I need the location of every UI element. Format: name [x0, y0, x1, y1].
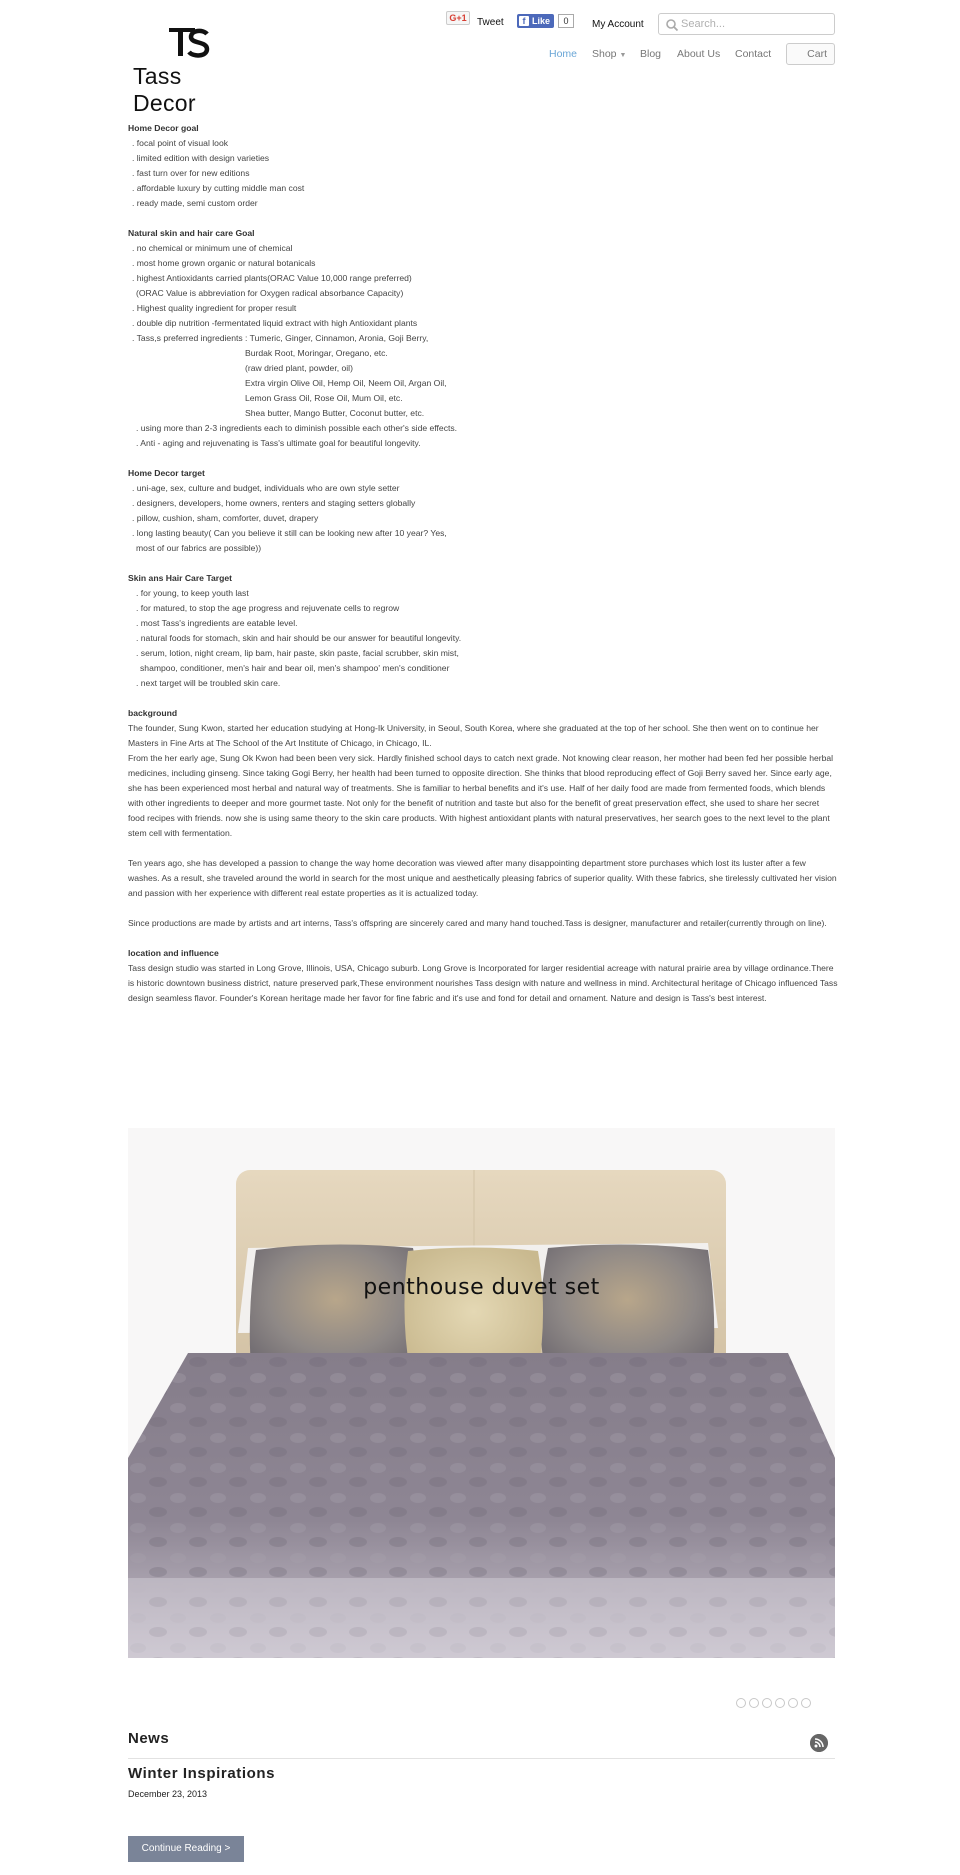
nav-blog[interactable]: Blog — [640, 48, 662, 60]
list-item: . serum, lotion, night cream, lip bam, hair paste, skin paste, facial scrubber, skin mist, — [136, 648, 459, 658]
cart-button[interactable]: Cart — [786, 43, 835, 65]
list-item: . most home grown organic or natural botanicals — [132, 258, 316, 268]
list-item: . designers, developers, home owners, renters and staging setters globally — [132, 498, 416, 508]
list-item: (raw dried plant, powder, oil) — [245, 363, 353, 373]
list-item: most of our fabrics are possible)) — [136, 543, 262, 553]
gplus-button[interactable]: G+1 — [446, 11, 470, 25]
list-item: Lemon Grass Oil, Rose Oil, Mum Oil, etc. — [245, 393, 403, 403]
continue-reading-button[interactable]: Continue Reading > — [128, 1836, 244, 1862]
list-item: . most Tass's ingredients are eatable level. — [136, 618, 298, 628]
slide-dot[interactable] — [788, 1698, 798, 1708]
list-item: . Tass,s preferred ingredients : Tumeric, Ginger, Cinnamon, Aronia, Goji Berry, — [132, 333, 429, 343]
section-heading: location and influence — [128, 948, 219, 958]
news-heading: News — [128, 1730, 170, 1747]
nav-shop[interactable] — [592, 48, 626, 60]
nav-contact[interactable]: Contact — [735, 48, 772, 60]
about-content — [128, 121, 838, 1006]
section-heading: background — [128, 708, 178, 718]
list-item: . ready made, semi custom order — [132, 198, 258, 208]
slide-dot[interactable] — [762, 1698, 772, 1708]
list-item: . double dip nutrition -fermentated liquid extract with high Antioxidant plants — [132, 318, 418, 328]
article-title[interactable]: Winter Inspirations — [128, 1765, 276, 1782]
my-account-link[interactable]: My Account — [592, 19, 644, 30]
list-item: Burdak Root, Moringar, Oregano, etc. — [245, 348, 388, 358]
search-box[interactable] — [658, 13, 835, 35]
facebook-icon: f — [519, 16, 529, 26]
logo-mark-icon — [167, 26, 211, 60]
divider — [128, 1758, 835, 1759]
nav-shop-label: Shop — [592, 48, 617, 60]
section-heading: Natural skin and hair care Goal — [128, 228, 255, 238]
list-item: . long lasting beauty( Can you believe it still can be looking new after 10 year? Yes, — [132, 528, 447, 538]
list-item: . next target will be troubled skin care. — [136, 678, 281, 688]
paragraph: Tass design studio was started in Long Grove, Illinois, USA, Chicago suburb. Long Grove is Incorporated for larger residential acreage with natural prairie area by village ordinance.There is historic downtown business district, nature preserved park,These environment nourishes Tass design with nature and wellness in mind. Architectural heritage of Chicago influenced Tass design seamless flavor. Founder's Korean heritage made her favor for fine fabric and it's use and fond for detail and ornament. Nature and design is Tass's best interest. — [128, 963, 838, 1003]
section-heading: Home Decor target — [128, 468, 205, 478]
paragraph: Ten years ago, she has developed a passion to change the way home decoration was viewed after many disappointing department store purchases which lost its luster after a few washes. As a result, she traveled around the world in search for the most unique and aesthetically pleasing fabrics of superior quality. With these fabrics, she tirelessly cultivated her vision and passion with her experience with different real estate properties as it is actualized today. — [128, 858, 837, 898]
site-logo[interactable] — [133, 26, 243, 116]
list-item: . Highest quality ingredient for proper result — [132, 303, 297, 313]
list-item: . fast turn over for new editions — [132, 168, 250, 178]
chevron-down-icon: ▼ — [619, 52, 627, 59]
slide-dot[interactable] — [775, 1698, 785, 1708]
list-item: . limited edition with design varieties — [132, 153, 270, 163]
list-item: . for matured, to stop the age progress and rejuvenate cells to regrow — [136, 603, 400, 613]
search-icon — [665, 18, 679, 32]
facebook-like-button[interactable] — [517, 14, 554, 28]
paragraph: From the her early age, Sung Ok Kwon had been been very sick. Hardly finished school days to catch next grade. Not knowing clear reason, her mother had been fed her possible herbal medicines, including ginseng. Since taking Gogi Berry, her health had been turned to opposite direction. She thinks that blood reproducing effect of Goji Berry saved her. Since early age, she has been experienced most herbal and natural way of treatments. She is familiar to herbal benefits and it's use. Half of her daily food are made from fermented foods, which blends with other ingredients to deeper and more gourmet taste. Not only for the benefit of nutrition and taste but also for the benefit of great preservation effect, she used to share her secret food recipes with friends. now she is using same theory to the skin care products. With highest antioxidant plants with natural preservatives, her search goes to the next level to the plant stem cell with fermentation. — [128, 753, 834, 838]
section-heading: Home Decor goal — [128, 123, 199, 133]
nav-about-us[interactable]: About Us — [677, 48, 721, 60]
list-item: . natural foods for stomach, skin and hair should be our answer for beautiful longevity. — [136, 633, 462, 643]
rss-icon[interactable] — [810, 1734, 828, 1752]
list-item: . focal point of visual look — [132, 138, 229, 148]
nav-home[interactable]: Home — [549, 48, 578, 60]
list-item: . Anti - aging and rejuvenating is Tass's ultimate goal for beautiful longevity. — [136, 438, 421, 448]
tweet-button[interactable]: Tweet — [477, 17, 504, 28]
list-item: . affordable luxury by cutting middle man cost — [132, 183, 305, 193]
list-item: . for young, to keep youth last — [136, 588, 249, 598]
list-item: shampoo, conditioner, men's hair and bear oil, men's shampoo' men's conditioner — [140, 663, 450, 673]
slideshow-image[interactable] — [128, 1128, 835, 1658]
section-heading: Skin ans Hair Care Target — [128, 573, 232, 583]
article-date: December 23, 2013 — [128, 1789, 208, 1799]
facebook-like-count: 0 — [558, 14, 574, 28]
list-item: . pillow, cushion, sham, comforter, duvet, drapery — [132, 513, 319, 523]
search-input[interactable] — [681, 16, 831, 32]
list-item: Extra virgin Olive Oil, Hemp Oil, Neem Oil, Argan Oil, — [245, 378, 447, 388]
slide-dot[interactable] — [801, 1698, 811, 1708]
paragraph: Since productions are made by artists and art interns, Tass's offspring are sincerely cared and many hand touched.Tass is designer, manufacturer and retailer(currently through on line). — [128, 918, 827, 928]
slide-dot[interactable] — [736, 1698, 746, 1708]
slide-dot[interactable] — [749, 1698, 759, 1708]
list-item: . no chemical or minimum une of chemical — [132, 243, 293, 253]
list-item: Shea butter, Mango Butter, Coconut butter, etc. — [245, 408, 425, 418]
slide-caption: penthouse duvet set — [363, 1275, 600, 1300]
facebook-like-label: Like — [532, 16, 551, 26]
list-item: (ORAC Value is abbreviation for Oxygen radical absorbance Capacity) — [136, 288, 404, 298]
duvet-bed-image — [128, 1128, 835, 1658]
slideshow-pagination — [736, 1698, 811, 1708]
logo-text: Tass Decor — [133, 63, 196, 116]
list-item: . uni-age, sex, culture and budget, individuals who are own style setter — [132, 483, 400, 493]
list-item: . using more than 2-3 ingredients each to diminish possible each other's side effects. — [136, 423, 458, 433]
paragraph: The founder, Sung Kwon, started her education studying at Hong-Ik University, in Seoul, South Korea, where she graduated at the top of her school. She then went on to continue her Masters in Fine Arts at The School of the Art Institute of Chicago, in Chicago, IL. — [128, 723, 819, 748]
list-item: . highest Antioxidants carried plants(ORAC Value 10,000 range preferred) — [132, 273, 412, 283]
